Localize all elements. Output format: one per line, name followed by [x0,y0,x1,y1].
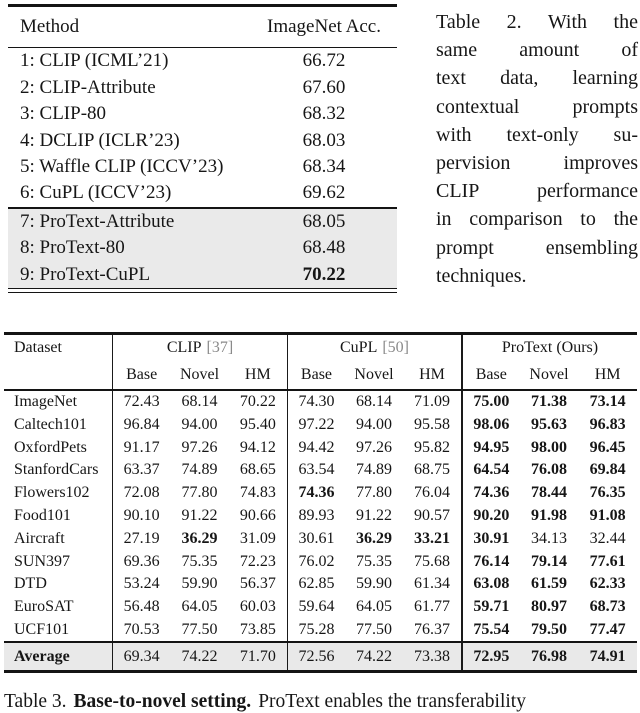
metric-value: 77.47 [589,620,626,638]
metric-value: 56.48 [112,596,170,619]
metric-value: 95.82 [413,438,450,456]
metric-value: 72.56 [287,643,345,670]
metric-value: 70.53 [112,619,170,642]
benchmark-subheader-row [4,362,637,389]
benchmark-row [4,550,637,573]
metric-value: 64.54 [461,459,520,482]
method-accuracy: 69.62 [302,182,346,204]
caption-line: Table 2. With the [436,11,638,33]
method-column-header: Method [20,15,80,37]
metric-value: 76.14 [461,550,520,573]
metric-value: 63.54 [287,459,345,482]
metric-value: 95.58 [413,415,450,433]
method-label: 7: ProText-Attribute [20,210,175,232]
benchmark-row [4,573,637,596]
benchmark-row [4,459,637,482]
metric-value: 91.22 [355,506,392,524]
dataset-name: OxfordPets [14,438,87,456]
benchmark-row [4,436,637,459]
subheader-base: Base [112,362,170,389]
metric-value: 68.73 [589,598,626,616]
metric-value: 96.84 [112,413,170,436]
metric-value: 73.38 [413,647,450,665]
metric-value: 97.26 [355,438,392,456]
methods-table-baselines [8,48,397,206]
metric-value: 61.77 [413,598,450,616]
caption-line: prompt ensembling [436,236,638,259]
metric-value: 59.71 [461,596,520,619]
table-bottom-rule [4,670,637,673]
metric-value: 76.35 [589,484,626,502]
method-row [8,209,397,235]
benchmark-row [4,482,637,505]
metric-value: 36.29 [181,529,218,547]
methods-table [8,4,397,293]
benchmark-row [4,413,637,436]
metric-value: 61.59 [530,575,567,593]
caption-text: ProText enables the transferability [258,691,526,712]
metric-value: 74.91 [589,647,626,665]
metric-value: 75.35 [355,552,392,570]
benchmark-row [4,527,637,550]
metric-value: 77.50 [181,620,218,638]
metric-value: 76.98 [530,647,567,665]
method-accuracy: 67.60 [302,76,346,98]
dataset-name: DTD [14,575,47,593]
caption-line: text data, learning [436,67,638,90]
caption-label: Table 3. [4,691,67,712]
caption-line: in comparison to the [436,208,638,231]
accuracy-column-header: ImageNet Acc. [267,15,381,37]
method-accuracy: 68.34 [302,155,346,177]
metric-value: 77.80 [181,484,218,502]
metric-value: 91.08 [589,506,626,524]
metric-value: 90.57 [413,506,450,524]
dataset-name: Flowers102 [14,484,90,502]
metric-value: 68.14 [181,392,218,410]
metric-value: 63.37 [112,459,170,482]
method-label: 2: CLIP-Attribute [20,76,156,98]
caption-line: with text-only su- [436,123,638,146]
table2-caption [436,8,638,290]
metric-value: 77.80 [355,484,392,502]
dataset-name: SUN397 [14,552,71,570]
method-label: 4: DCLIP (ICLR’23) [20,129,180,151]
metric-value: 91.22 [181,506,218,524]
metric-value: 69.36 [112,550,170,573]
dataset-name: Aircraft [14,529,65,547]
citation-ref: [50] [382,339,409,357]
subheader-base: Base [287,362,345,389]
metric-value: 98.06 [461,413,520,436]
metric-value: 80.97 [530,598,567,616]
group-name: CLIP [166,339,202,357]
metric-value: 74.30 [287,391,345,414]
metric-value: 75.35 [181,552,218,570]
method-row [8,180,397,206]
dataset-name: UCF101 [14,620,70,638]
metric-value: 97.22 [287,413,345,436]
group-name: CuPL [340,339,378,357]
metric-value: 71.38 [530,392,567,410]
metric-value: 72.95 [461,643,520,670]
metric-value: 33.21 [413,529,450,547]
metric-value: 73.14 [589,392,626,410]
metric-value: 94.42 [287,436,345,459]
metric-value: 78.44 [530,484,567,502]
metric-value: 74.22 [355,647,392,665]
subheader-novel: Novel [529,366,569,384]
clip-group-header [112,335,287,362]
method-label: 6: CuPL (ICCV’23) [20,182,172,204]
metric-value: 74.89 [355,461,392,479]
benchmark-average-section [4,643,637,670]
metric-value: 94.95 [461,436,520,459]
subheader-base: Base [461,362,520,389]
metric-value: 77.50 [355,620,392,638]
metric-value: 71.09 [413,392,450,410]
metric-value: 68.65 [239,461,276,479]
benchmark-row [4,505,637,528]
benchmark-table [4,332,637,673]
metric-value: 90.10 [112,505,170,528]
method-row [8,101,397,127]
subheader-spacer [4,362,112,389]
method-accuracy: 68.48 [302,237,346,259]
metric-value: 77.61 [589,552,626,570]
method-label: 8: ProText-80 [20,237,125,259]
metric-value: 31.09 [239,529,276,547]
subheader-hm: HM [244,366,271,384]
citation-ref: [37] [206,339,234,357]
benchmark-row [4,619,637,642]
metric-value: 64.05 [355,598,392,616]
metric-value: 98.00 [530,438,567,456]
metric-value: 94.00 [181,415,218,433]
method-row [8,75,397,101]
metric-value: 69.84 [589,461,626,479]
method-row [8,235,397,261]
benchmark-row [4,391,637,414]
metric-value: 74.36 [461,482,520,505]
metric-value: 56.37 [239,575,276,593]
methods-table-ours [8,209,397,288]
metric-value: 97.26 [181,438,218,456]
average-row [4,643,637,670]
metric-value: 59.90 [181,575,218,593]
method-accuracy: 70.22 [302,263,346,285]
metric-value: 74.89 [181,461,218,479]
subheader-hm: HM [594,366,621,384]
metric-value: 76.08 [530,461,567,479]
method-label: 9: ProText-CuPL [20,263,151,285]
metric-value: 76.02 [287,550,345,573]
dataset-name: Average [14,647,70,665]
metric-value: 91.17 [112,436,170,459]
metric-value: 68.75 [413,461,450,479]
metric-value: 69.34 [112,643,170,670]
method-label: 5: Waffle CLIP (ICCV’23) [20,155,224,177]
metric-value: 90.20 [461,505,520,528]
dataset-name: StanfordCars [14,461,99,479]
method-row [8,48,397,74]
metric-value: 30.91 [461,527,520,550]
metric-value: 79.14 [530,552,567,570]
metric-value: 79.50 [530,620,567,638]
metric-value: 95.40 [239,415,276,433]
caption-title: Base-to-novel setting. [73,691,252,712]
metric-value: 72.43 [112,391,170,414]
method-accuracy: 68.03 [302,129,346,151]
metric-value: 74.83 [239,484,276,502]
subheader-novel: Novel [354,366,394,384]
metric-value: 90.66 [239,506,276,524]
method-accuracy: 66.72 [302,50,346,72]
caption-line: same amount of [436,39,638,62]
subheader-novel: Novel [179,366,220,384]
metric-value: 95.63 [530,415,567,433]
method-accuracy: 68.32 [302,103,346,125]
caption-line: contextual prompts [436,95,638,118]
caption-line: pervision improves [436,152,638,175]
dataset-name: Caltech101 [14,415,87,433]
dataset-header: Dataset [14,339,62,357]
metric-value: 76.37 [413,620,450,638]
metric-value: 75.28 [287,619,345,642]
metric-value: 94.00 [355,415,392,433]
method-label: 1: CLIP (ICML’21) [20,50,169,72]
metric-value: 62.33 [589,575,626,593]
metric-value: 76.04 [413,484,450,502]
benchmark-rows [4,391,637,642]
group-name: ProText (Ours) [501,339,599,357]
metric-value: 74.22 [181,647,218,665]
metric-value: 63.08 [461,573,520,596]
metric-value: 68.14 [355,392,392,410]
method-row [8,154,397,180]
metric-value: 71.70 [239,647,276,665]
metric-value: 75.00 [461,391,520,414]
metric-value: 64.05 [181,598,218,616]
metric-value: 30.61 [287,527,345,550]
dataset-name: EuroSAT [14,598,74,616]
metric-value: 59.90 [355,575,392,593]
dataset-name: ImageNet [14,392,78,410]
metric-value: 72.08 [112,482,170,505]
table-bottom-rule [8,288,397,293]
method-label: 3: CLIP-80 [20,103,107,125]
metric-value: 75.54 [461,619,520,642]
metric-value: 59.64 [287,596,345,619]
metric-value: 70.22 [239,392,276,410]
metric-value: 72.23 [239,552,276,570]
method-row [8,261,397,287]
benchmark-group-header [4,335,637,362]
metric-value: 61.34 [413,575,450,593]
metric-value: 34.13 [530,529,567,547]
metric-value: 96.83 [589,415,626,433]
metric-value: 60.03 [239,598,276,616]
metric-value: 53.24 [112,573,170,596]
metric-value: 27.19 [112,527,170,550]
dataset-name: Food101 [14,506,71,524]
subheader-hm: HM [419,366,445,384]
caption-line: CLIP performance [436,180,638,203]
metric-value: 94.12 [239,438,276,456]
metric-value: 89.93 [287,505,345,528]
metric-value: 62.85 [287,573,345,596]
metric-value: 73.85 [239,620,276,638]
method-row [8,127,397,153]
metric-value: 74.36 [287,482,345,505]
metric-value: 36.29 [355,529,392,547]
cupl-group-header [287,335,461,362]
method-accuracy: 68.05 [302,210,346,232]
caption-line: techniques. [436,264,527,287]
metric-value: 96.45 [589,438,626,456]
metric-value: 32.44 [589,529,626,547]
methods-table-header [8,7,397,47]
metric-value: 75.68 [413,552,450,570]
metric-value: 91.98 [530,506,567,524]
benchmark-row [4,596,637,619]
protext-group-header [461,335,637,362]
